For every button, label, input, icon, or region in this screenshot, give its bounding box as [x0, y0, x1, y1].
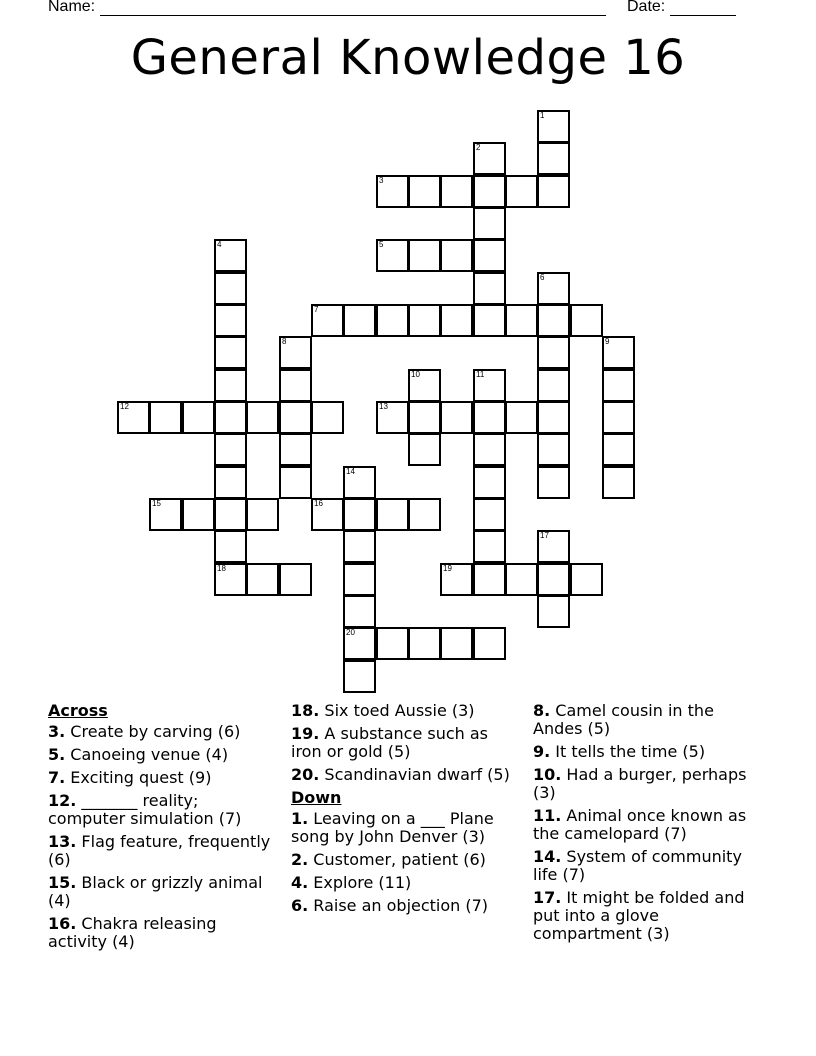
clue-item: [533, 766, 758, 802]
grid-cell[interactable]: [473, 433, 506, 466]
cell-number: 4: [217, 240, 222, 249]
grid-cell[interactable]: [473, 498, 506, 531]
clue-text: Explore (11): [308, 873, 412, 892]
grid-cell[interactable]: [376, 627, 409, 660]
grid-cell[interactable]: [473, 401, 506, 434]
grid-cell[interactable]: [473, 175, 506, 208]
grid-cell[interactable]: [279, 466, 312, 499]
clue-item: [291, 874, 516, 892]
clue-number: 16.: [48, 914, 77, 933]
grid-cell[interactable]: [279, 433, 312, 466]
name-field[interactable]: [48, 0, 606, 16]
grid-cell[interactable]: [440, 304, 473, 337]
grid-cell[interactable]: [473, 627, 506, 660]
clue-text: Chakra releasing activity (4): [48, 914, 217, 951]
clue-item: [291, 702, 516, 720]
grid-cell[interactable]: [537, 110, 570, 143]
grid-cell[interactable]: [343, 627, 376, 660]
grid-cell[interactable]: [440, 627, 473, 660]
cell-number: 6: [540, 273, 545, 282]
clue-text: Six toed Aussie (3): [319, 701, 475, 720]
clue-number: 19.: [291, 724, 320, 743]
grid-cell[interactable]: [570, 563, 603, 596]
grid-cell[interactable]: [473, 207, 506, 240]
clue-text: Scandinavian dwarf (5): [319, 765, 510, 784]
grid-cell[interactable]: [376, 401, 409, 434]
cell-number: 11: [476, 370, 485, 379]
clue-text: Camel cousin in the Andes (5): [533, 701, 714, 738]
grid-cell[interactable]: [182, 401, 215, 434]
grid-cell[interactable]: [279, 336, 312, 369]
name-label: Name:: [48, 0, 96, 15]
clue-number: 17.: [533, 888, 562, 907]
grid-cell[interactable]: [311, 498, 344, 531]
grid-cell[interactable]: [408, 433, 441, 466]
clue-text: Animal once known as the camelopard (7): [533, 806, 747, 843]
clue-column-3: [533, 702, 758, 948]
clue-number: 6.: [291, 896, 309, 915]
clue-number: 10.: [533, 765, 562, 784]
clue-text: Flag feature, frequently (6): [48, 832, 271, 869]
grid-cell[interactable]: [537, 563, 570, 596]
grid-cell[interactable]: [279, 369, 312, 402]
grid-cell[interactable]: [343, 530, 376, 563]
grid-cell[interactable]: [602, 401, 635, 434]
grid-cell[interactable]: [473, 272, 506, 305]
clue-item: [48, 792, 273, 828]
grid-cell[interactable]: [376, 498, 409, 531]
grid-cell[interactable]: [473, 304, 506, 337]
clue-number: 4.: [291, 873, 309, 892]
cell-number: 7: [314, 305, 319, 314]
grid-cell[interactable]: [214, 401, 247, 434]
grid-cell[interactable]: [214, 336, 247, 369]
grid-cell[interactable]: [343, 660, 376, 693]
clue-text: A substance such as iron or gold (5): [291, 724, 489, 761]
clue-item: [533, 743, 758, 761]
grid-cell[interactable]: [117, 401, 150, 434]
clue-text: It tells the time (5): [550, 742, 706, 761]
grid-cell[interactable]: [473, 239, 506, 272]
grid-cell[interactable]: [408, 369, 441, 402]
clue-item: [48, 915, 273, 951]
clue-column-2: [291, 702, 516, 920]
cell-number: 3: [379, 176, 384, 185]
grid-cell[interactable]: [343, 466, 376, 499]
grid-cell[interactable]: [408, 239, 441, 272]
grid-cell[interactable]: [408, 627, 441, 660]
grid-cell[interactable]: [214, 272, 247, 305]
clue-number: 8.: [533, 701, 551, 720]
grid-cell[interactable]: [473, 466, 506, 499]
clue-text: It might be folded and put into a glove compartment (3): [533, 888, 745, 943]
grid-cell[interactable]: [343, 498, 376, 531]
clue-item: [291, 725, 516, 761]
clue-item: [291, 810, 516, 846]
grid-cell[interactable]: [246, 401, 279, 434]
grid-cell[interactable]: [505, 304, 538, 337]
grid-cell[interactable]: [602, 336, 635, 369]
grid-cell[interactable]: [376, 175, 409, 208]
grid-cell[interactable]: [408, 498, 441, 531]
grid-cell[interactable]: [473, 369, 506, 402]
clue-item: [48, 723, 273, 741]
grid-cell[interactable]: [279, 401, 312, 434]
clue-number: 12.: [48, 791, 77, 810]
grid-cell[interactable]: [214, 466, 247, 499]
grid-cell[interactable]: [311, 401, 344, 434]
grid-cell[interactable]: [214, 530, 247, 563]
clue-column-1: [48, 702, 273, 956]
grid-cell[interactable]: [537, 369, 570, 402]
grid-cell[interactable]: [214, 369, 247, 402]
clue-text: _______ reality; computer simulation (7): [48, 791, 242, 828]
clue-number: 18.: [291, 701, 320, 720]
grid-cell[interactable]: [440, 401, 473, 434]
cell-number: 10: [411, 370, 420, 379]
cell-number: 12: [120, 402, 129, 411]
grid-cell[interactable]: [537, 595, 570, 628]
grid-cell[interactable]: [537, 175, 570, 208]
cell-number: 13: [379, 402, 388, 411]
grid-cell[interactable]: [214, 239, 247, 272]
clue-text: Had a burger, perhaps (3): [533, 765, 747, 802]
grid-cell[interactable]: [537, 530, 570, 563]
grid-cell[interactable]: [440, 563, 473, 596]
grid-cell[interactable]: [537, 272, 570, 305]
puzzle-title: General Knowledge 16: [130, 30, 686, 86]
clue-text: Leaving on a ___ Plane song by John Denver (3): [291, 809, 494, 846]
grid-cell[interactable]: [602, 433, 635, 466]
clue-number: 2.: [291, 850, 309, 869]
grid-cell[interactable]: [149, 401, 182, 434]
clue-text: Black or grizzly animal (4): [48, 873, 263, 910]
clue-heading: Across: [48, 701, 108, 720]
date-field[interactable]: [627, 0, 736, 16]
clue-number: 13.: [48, 832, 77, 851]
grid-cell[interactable]: [505, 175, 538, 208]
cell-number: 14: [346, 467, 355, 476]
grid-cell[interactable]: [343, 595, 376, 628]
clue-item: [533, 889, 758, 943]
clue-text: Create by carving (6): [65, 722, 241, 741]
grid-cell[interactable]: [473, 563, 506, 596]
grid-cell[interactable]: [214, 498, 247, 531]
clue-number: 5.: [48, 745, 66, 764]
grid-cell[interactable]: [408, 175, 441, 208]
grid-cell[interactable]: [182, 498, 215, 531]
grid-cell[interactable]: [246, 498, 279, 531]
clue-number: 11.: [533, 806, 562, 825]
clue-item: [291, 851, 516, 869]
clue-text: Canoeing venue (4): [65, 745, 229, 764]
grid-cell[interactable]: [408, 304, 441, 337]
clue-item: [48, 833, 273, 869]
grid-cell[interactable]: [343, 563, 376, 596]
grid-cell[interactable]: [473, 142, 506, 175]
clue-item: [533, 807, 758, 843]
grid-cell[interactable]: [376, 304, 409, 337]
grid-cell[interactable]: [214, 563, 247, 596]
clue-number: 1.: [291, 809, 309, 828]
grid-cell[interactable]: [537, 142, 570, 175]
clue-text: Raise an objection (7): [308, 896, 489, 915]
grid-cell[interactable]: [505, 401, 538, 434]
clue-text: Exciting quest (9): [65, 768, 212, 787]
grid-cell[interactable]: [440, 239, 473, 272]
clue-number: 14.: [533, 847, 562, 866]
clue-item: [48, 769, 273, 787]
cell-number: 15: [152, 499, 161, 508]
grid-cell[interactable]: [343, 304, 376, 337]
clue-number: 15.: [48, 873, 77, 892]
grid-cell[interactable]: [214, 304, 247, 337]
clue-heading: Down: [291, 788, 342, 807]
name-line[interactable]: [100, 0, 606, 16]
clue-number: 9.: [533, 742, 551, 761]
cell-number: 9: [605, 337, 610, 346]
cell-number: 2: [476, 143, 481, 152]
cell-number: 5: [379, 240, 384, 249]
grid-cell[interactable]: [149, 498, 182, 531]
clue-item: [533, 702, 758, 738]
clue-number: 3.: [48, 722, 66, 741]
grid-cell[interactable]: [537, 304, 570, 337]
grid-cell[interactable]: [602, 369, 635, 402]
clue-number: 7.: [48, 768, 66, 787]
grid-cell[interactable]: [537, 401, 570, 434]
clue-text: Customer, patient (6): [308, 850, 486, 869]
grid-cell[interactable]: [376, 239, 409, 272]
grid-cell[interactable]: [570, 304, 603, 337]
clue-text: System of community life (7): [533, 847, 742, 884]
clue-item: [533, 848, 758, 884]
grid-cell[interactable]: [246, 563, 279, 596]
clue-item: [48, 874, 273, 910]
grid-cell[interactable]: [537, 433, 570, 466]
cell-number: 19: [443, 564, 452, 573]
date-label: Date:: [627, 0, 666, 15]
cell-number: 20: [346, 628, 355, 637]
grid-cell[interactable]: [279, 563, 312, 596]
clue-item: [48, 746, 273, 764]
grid-cell[interactable]: [311, 304, 344, 337]
grid-cell[interactable]: [473, 530, 506, 563]
cell-number: 8: [282, 337, 287, 346]
grid-cell[interactable]: [537, 466, 570, 499]
clue-item: [291, 766, 516, 784]
cell-number: 16: [314, 499, 323, 508]
grid-cell[interactable]: [214, 433, 247, 466]
cell-number: 18: [217, 564, 226, 573]
grid-cell[interactable]: [537, 336, 570, 369]
cell-number: 17: [540, 531, 549, 540]
grid-cell[interactable]: [505, 563, 538, 596]
grid-cell[interactable]: [408, 401, 441, 434]
grid-cell[interactable]: [602, 466, 635, 499]
cell-number: 1: [540, 111, 545, 120]
clue-number: 20.: [291, 765, 320, 784]
date-line[interactable]: [670, 0, 736, 16]
grid-cell[interactable]: [440, 175, 473, 208]
clue-item: [291, 897, 516, 915]
